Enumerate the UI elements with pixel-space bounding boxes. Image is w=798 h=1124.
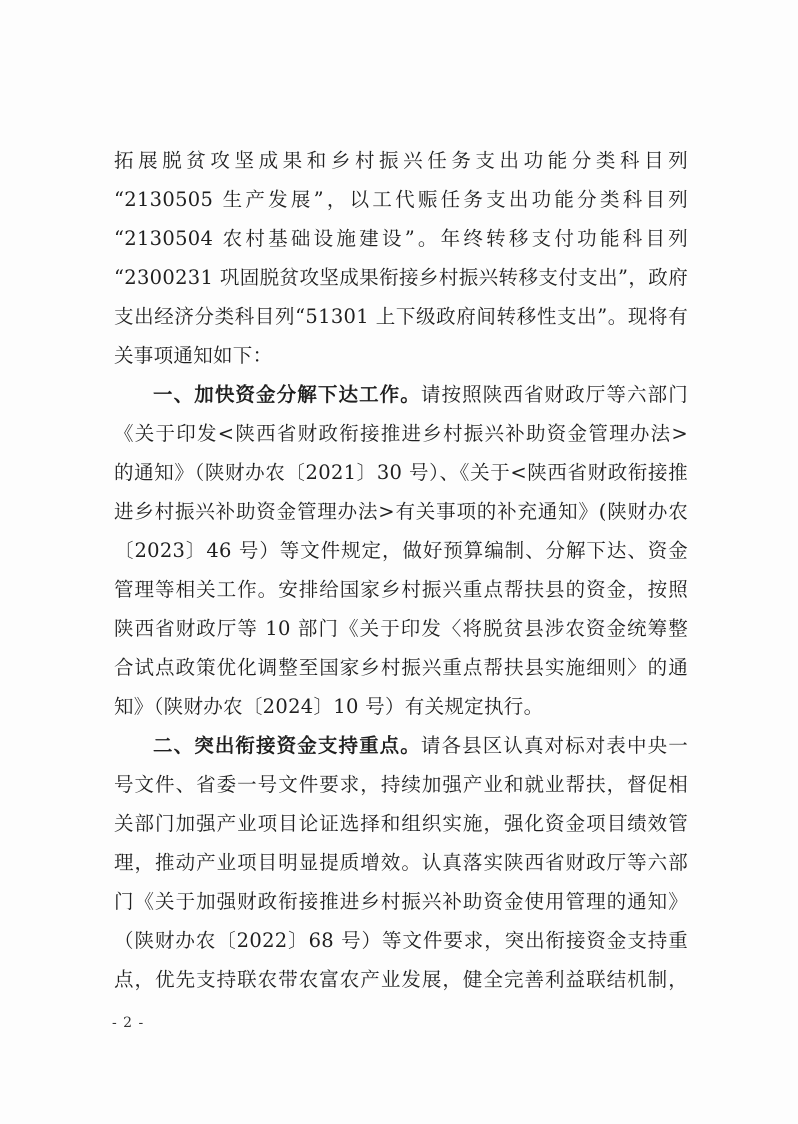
text-line: 点，优先支持联农带农富农产业发展，健全完善利益联结机制， xyxy=(114,968,688,991)
section-2-first-line xyxy=(114,726,688,765)
section-1-first-line xyxy=(114,375,688,414)
text-line: “2300231 巩固脱贫攻坚成果衔接乡村振兴转移支付支出”，政府 xyxy=(114,266,688,289)
text-line: 陕西省财政厅等 10 部门《关于印发〈将脱贫县涉农资金统筹整 xyxy=(114,617,688,640)
page-number: - 2 - xyxy=(112,1015,145,1031)
text-line: 的通知》（陕财办农〔2021〕30 号）、《关于<陕西省财政衔接推 xyxy=(114,461,688,484)
text-line: 支出经济分类科目列“51301 上下级政府间转移性支出”。现将有 xyxy=(114,305,688,328)
text-line: 《关于印发<陕西省财政衔接推进乡村振兴补助资金管理办法> xyxy=(114,422,688,445)
text-line: 进乡村振兴补助资金管理办法>有关事项的补充通知》(陕财办农 xyxy=(114,500,688,523)
section-2-first-line-text: 请各县区认真对标对表中央一 xyxy=(420,734,688,757)
text-line: 理，推动产业项目明显提质增效。认真落实陕西省财政厅等六部 xyxy=(114,851,688,874)
section-1-first-line-text: 请按照陕西省财政厅等六部门 xyxy=(420,383,688,406)
text-line: 合试点政策优化调整至国家乡村振兴重点帮扶县实施细则〉的通 xyxy=(114,656,688,679)
text-line: 知》（陕财办农〔2024〕10 号）有关规定执行。 xyxy=(114,695,544,718)
text-line: 关部门加强产业项目论证选择和组织实施，强化资金项目绩效管 xyxy=(114,812,688,835)
text-line: “2130505 生产发展”，以工代赈任务支出功能分类科目列 xyxy=(114,188,688,211)
text-line: 〔2023〕46 号）等文件规定，做好预算编制、分解下达、资金 xyxy=(114,539,688,562)
text-line: 门《关于加强财政衔接推进乡村振兴补助资金使用管理的通知》 xyxy=(114,890,688,913)
text-line: （陕财办农〔2022〕68 号）等文件要求，突出衔接资金支持重 xyxy=(114,929,688,952)
section-2-heading: 二、突出衔接资金支持重点。 xyxy=(153,734,421,757)
section-1-heading: 一、加快资金分解下达工作。 xyxy=(153,383,421,406)
text-line: 关事项通知如下： xyxy=(114,344,273,367)
text-line: “2130504 农村基础设施建设”。年终转移支付功能科目列 xyxy=(114,227,688,250)
text-line: 号文件、省委一号文件要求，持续加强产业和就业帮扶，督促相 xyxy=(114,773,688,796)
text-line: 管理等相关工作。安排给国家乡村振兴重点帮扶县的资金，按照 xyxy=(114,578,688,601)
text-line: 拓展脱贫攻坚成果和乡村振兴任务支出功能分类科目列 xyxy=(114,149,688,172)
document-body xyxy=(114,141,688,999)
